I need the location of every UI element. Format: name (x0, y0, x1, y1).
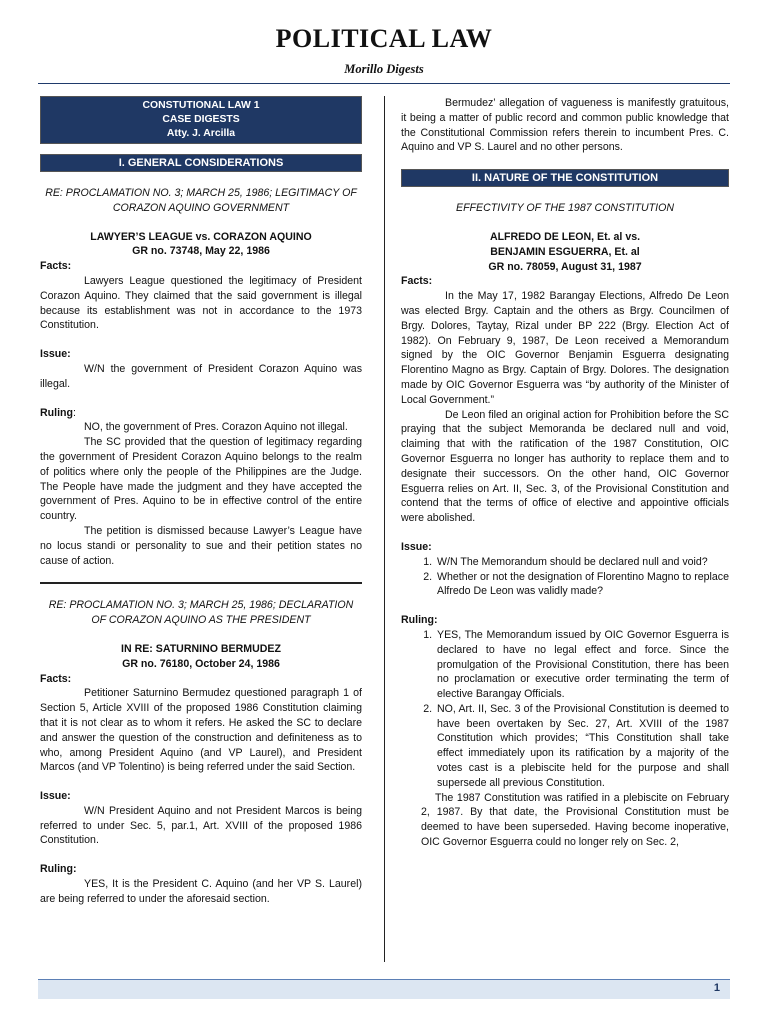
ruling-text: YES, It is the President C. Aquino (and her VP S. Laurel) are being referred to under the aforesaid section. (40, 878, 362, 905)
course-professor: Atty. J. Arcilla (166, 128, 236, 139)
issue-text: W/N the government of President Corazon Aquino was illegal. (40, 362, 362, 390)
course-header-box (40, 96, 362, 144)
case-gr-number: GR no. 78059, August 31, 1987 (488, 260, 642, 273)
case-title: IN RE: SATURNINO BERMUDEZ (121, 642, 281, 655)
facts-text: Lawyers League questioned the legitimacy of President Corazon Aquino. They claimed that the said government is illegal because its establishment was not in accordance to the 1973 Constitution. (40, 274, 362, 332)
ruling-label: Ruling (40, 406, 73, 419)
case-topic: EFFECTIVITY OF THE 1987 CONSTITUTION (456, 202, 674, 215)
document-title: POLITICAL LAW (275, 24, 493, 53)
ruling-label: Ruling: (40, 863, 77, 876)
case-topic: RE: PROCLAMATION NO. 3; MARCH 25, 1986; LEGITIMACY OF CORAZON AQUINO GOVERNMENT (45, 187, 357, 214)
issue-label: Issue: (401, 540, 432, 553)
section-heading-general: I. GENERAL CONSIDERATIONS (40, 154, 362, 172)
ruling-continuation-text: The 1987 Constitution was ratified in a plebiscite on February 2, 1987. By that date, the Provisional Constitution must be deemed to have been superseded. Having become inoperative, OIC Governor Esguerra could no longer rely on Sec. 2, (421, 791, 729, 849)
facts-text: Petitioner Saturnino Bermudez questioned paragraph 1 of Section 5, Article XVIII of the proposed 1986 Constitution claiming that it is not clear as to whom it refers. He asked the SC to declare and answer the question of the construction and definiteness as to who, among President Aquino (and VP Laurel), and President Marcos (and VP Tolentino) is being referred under the said Section. (40, 687, 362, 774)
left-column (40, 96, 362, 907)
ruling-colon: : (72, 406, 76, 419)
case-title: LAWYER’S LEAGUE vs. CORAZON AQUINO (90, 230, 312, 243)
issue-item: 2. Whether or not the designation of Florentino Magno to replace Alfredo De Leon was validly made? (435, 570, 729, 600)
case-title: BENJAMIN ESGUERRA, Et. al (490, 245, 640, 258)
ruling-label: Ruling: (401, 614, 438, 627)
right-column (401, 96, 729, 850)
ruling-item: 2. NO, Art. II, Sec. 3 of the Provisional Constitution is deemed to have been overtaken by Sec. 27, Art. XVIII of the 1987 Constitution which provides; “This Constitution shall take effect immediately upon its ratification by a majority of the votes cast is a plebiscite held for the purpose and shall supersede all previous Constitution. (435, 702, 729, 791)
issue-label: Issue: (40, 348, 71, 361)
issue-list (401, 555, 729, 599)
column-divider (384, 96, 385, 962)
ruling-text: The petition is dismissed because Lawyer’s League have no locus standi or personality to sue and their petition states no cause of action. (40, 524, 362, 567)
course-title: CONSTUTIONAL LAW 1 (142, 100, 260, 111)
facts-label: Facts: (40, 672, 72, 685)
course-subtitle: CASE DIGESTS (162, 114, 240, 125)
ruling-item: 1. YES, The Memorandum issued by OIC Governor Esguerra is declared to have no legal effect and force. Since the promulgation of the Provisional Constitution, there has been no proclamation or executive order terminating the term of elective Barangay Officials. (435, 628, 729, 702)
facts-text: De Leon filed an original action for Prohibition before the SC praying that the subject Memoranda be declared null and void, claiming that with the ratification of the 1987 Constitution, OIC Governor Esguerra no longer has authority to replace them and to designate their successors. On the other hand, OIC Governor Esguerra relies on Art. II, Sec. 3, of the Provisional Constitution and contend that the terms of office of elective and appointive officials were abolished. (401, 408, 729, 525)
continued-ruling-text: Bermudez’ allegation of vagueness is manifestly gratuitous, it being a matter of public record and common public knowledge that the Constitutional Commission refers therein to incumbent Pres. C. Aquino and VP S. Laurel and no other persons. (401, 97, 729, 154)
section-heading-nature: II. NATURE OF THE CONSTITUTION (401, 169, 729, 187)
issue-text: W/N President Aquino and not President Marcos is being referred to under Sec. 5, par.1, Art. XVIII of the proposed 1986 Constitution. (40, 804, 362, 847)
case-gr-number: GR no. 76180, October 24, 1986 (122, 657, 280, 670)
issue-label: Issue: (40, 790, 71, 803)
facts-text: In the May 17, 1982 Barangay Elections, Alfredo De Leon was elected Brgy. Captain and the others as Brgy. Councilmen of Brgy. Dolores, Taytay, Rizal under BP 222 (Brgy. Election Act of 1982). On February 9, 1987, De Leon received a Memorandum signed by the OIC Governor Benjamin Esguerra designating Florentino Magno as Brgy. Captain of Brgy. Dolores. The designation made by OIC Governor Esguerra was “by authority of the Minister of Local Government.” (401, 290, 729, 406)
header-rule (38, 83, 730, 84)
facts-label: Facts: (401, 275, 433, 288)
page-number: 1 (713, 982, 720, 994)
case-title: ALFREDO DE LEON, Et. al vs. (489, 230, 641, 243)
case-topic: RE: PROCLAMATION NO. 3; MARCH 25, 1986; DECLARATION OF CORAZON AQUINO AS THE PRESIDENT (48, 599, 354, 627)
ruling-list (401, 628, 729, 791)
ruling-text: NO, the government of Pres. Corazon Aquino not illegal. (84, 421, 348, 434)
page-footer (38, 979, 730, 999)
document-subtitle: Morillo Digests (344, 62, 424, 76)
issue-item: 1. W/N The Memorandum should be declared null and void? (435, 555, 729, 570)
ruling-text: The SC provided that the question of legitimacy regarding the government of President Corazon Aquino belongs to the realm of politics where only the people of the Philippines are the Judge. The People have made the judgment and they have accepted the government of Pres. Aquino to be in effective control of the entire country. (40, 436, 362, 523)
case-gr-number: GR no. 73748, May 22, 1986 (132, 245, 270, 258)
facts-label: Facts: (40, 260, 72, 273)
